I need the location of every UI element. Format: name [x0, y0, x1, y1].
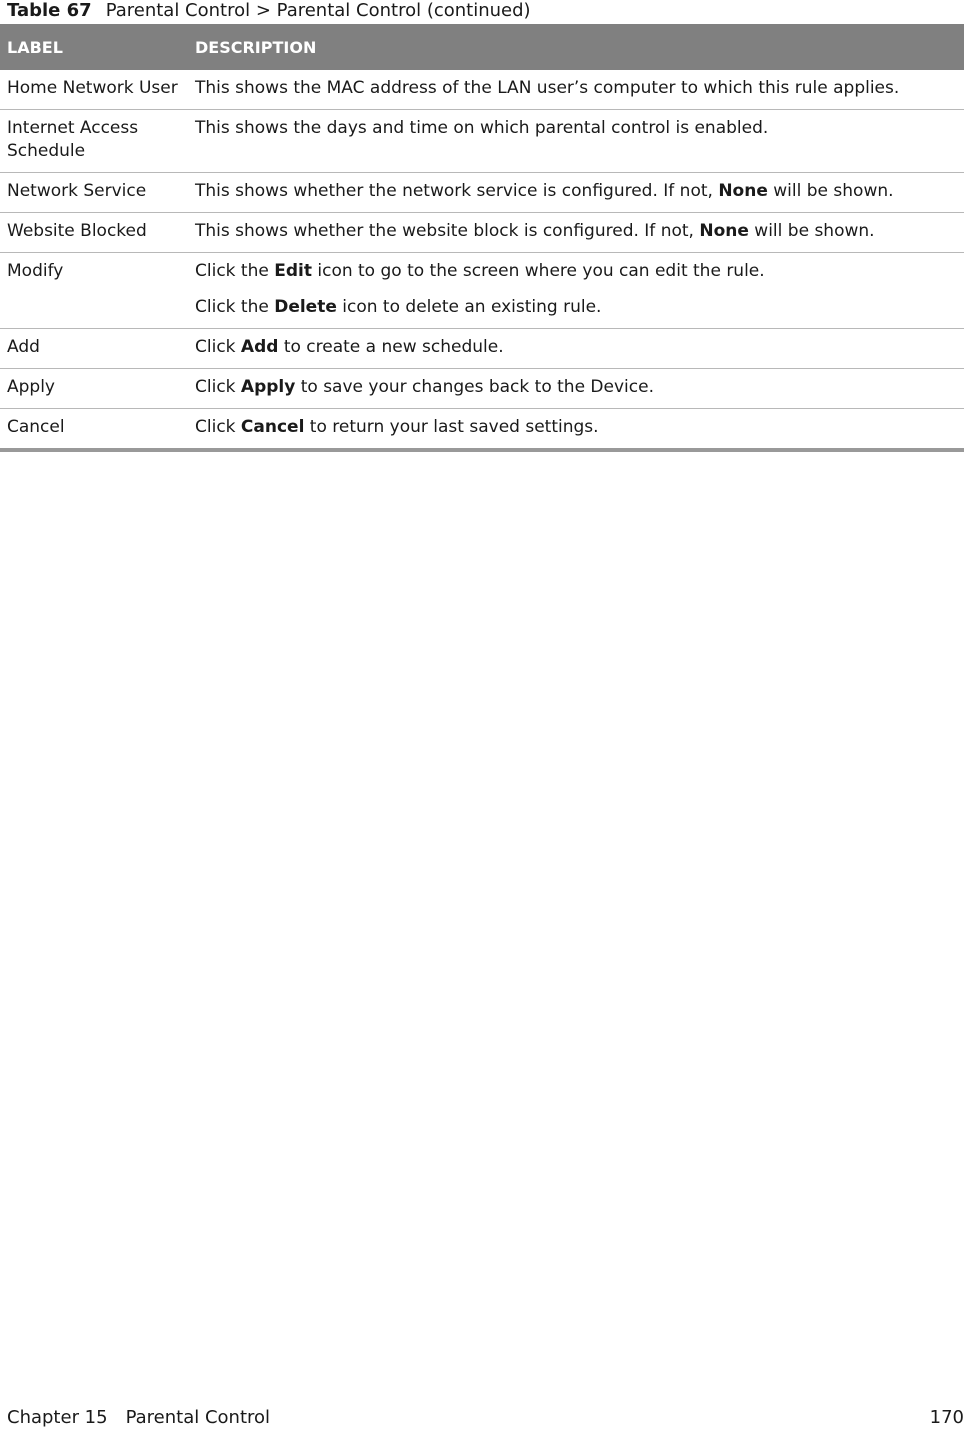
description-text: This shows whether the network service is configured. If not, — [195, 181, 719, 201]
table-row — [0, 173, 964, 213]
footer-chapter: Chapter 15 — [7, 1407, 108, 1428]
table-title: Parental Control > Parental Control (continued) — [105, 0, 531, 21]
description-text: to create a new schedule. — [278, 337, 504, 357]
table-row — [0, 409, 964, 451]
description-text: Click — [195, 417, 241, 437]
ui-term: Delete — [274, 297, 337, 317]
description-text: to save your changes back to the Device. — [295, 377, 654, 397]
ui-term: None — [699, 221, 749, 241]
row-label: Add — [0, 329, 188, 369]
description-text: Click — [195, 377, 241, 397]
ui-term: Edit — [274, 261, 312, 281]
header-description: DESCRIPTION — [188, 24, 964, 70]
description-paragraph — [195, 117, 958, 140]
table-row — [0, 253, 964, 329]
page-footer — [7, 1406, 964, 1430]
row-description — [188, 173, 964, 213]
description-paragraph — [195, 77, 958, 100]
row-label: Modify — [0, 253, 188, 329]
row-label: Website Blocked — [0, 213, 188, 253]
description-text: Click — [195, 337, 241, 357]
description-text: will be shown. — [748, 221, 875, 241]
description-paragraph — [195, 416, 958, 439]
parental-control-table — [0, 24, 964, 452]
description-text: icon to go to the screen where you can edit the rule. — [311, 261, 765, 281]
description-text: Click the — [195, 297, 275, 317]
page-number: 170 — [929, 1407, 964, 1428]
description-text: to return your last saved settings. — [304, 417, 599, 437]
description-text: This shows the MAC address of the LAN user’s computer to which this rule applies. — [195, 78, 900, 98]
table-body — [0, 70, 964, 450]
row-description — [188, 329, 964, 369]
table-row — [0, 329, 964, 369]
row-description — [188, 409, 964, 451]
table-caption — [7, 0, 531, 22]
ui-term: Add — [240, 337, 279, 357]
ui-term: Cancel — [240, 417, 305, 437]
ui-term: None — [718, 181, 768, 201]
description-paragraph — [195, 180, 958, 203]
ui-term: Apply — [240, 377, 296, 397]
row-description — [188, 369, 964, 409]
table-number: Table 67 — [7, 0, 92, 21]
row-label: Network Service — [0, 173, 188, 213]
table-row — [0, 369, 964, 409]
row-description — [188, 110, 964, 173]
description-text: This shows the days and time on which parental control is enabled. — [195, 118, 769, 138]
row-description — [188, 70, 964, 110]
header-label: LABEL — [0, 24, 188, 70]
row-label: Internet Access Schedule — [0, 110, 188, 173]
description-text: will be shown. — [767, 181, 894, 201]
row-label: Apply — [0, 369, 188, 409]
description-paragraph — [195, 296, 958, 319]
description-paragraph — [195, 336, 958, 359]
description-text: icon to delete an existing rule. — [336, 297, 602, 317]
footer-section: Parental Control — [125, 1407, 271, 1428]
row-label: Home Network User — [0, 70, 188, 110]
row-description — [188, 213, 964, 253]
table-header-row — [0, 24, 964, 70]
row-description — [188, 253, 964, 329]
description-text: This shows whether the website block is configured. If not, — [195, 221, 700, 241]
description-paragraph — [195, 376, 958, 399]
table-row — [0, 110, 964, 173]
description-text: Click the — [195, 261, 275, 281]
description-paragraph — [195, 220, 958, 243]
table-row — [0, 213, 964, 253]
row-label: Cancel — [0, 409, 188, 451]
description-paragraph — [195, 260, 958, 283]
table-row — [0, 70, 964, 110]
